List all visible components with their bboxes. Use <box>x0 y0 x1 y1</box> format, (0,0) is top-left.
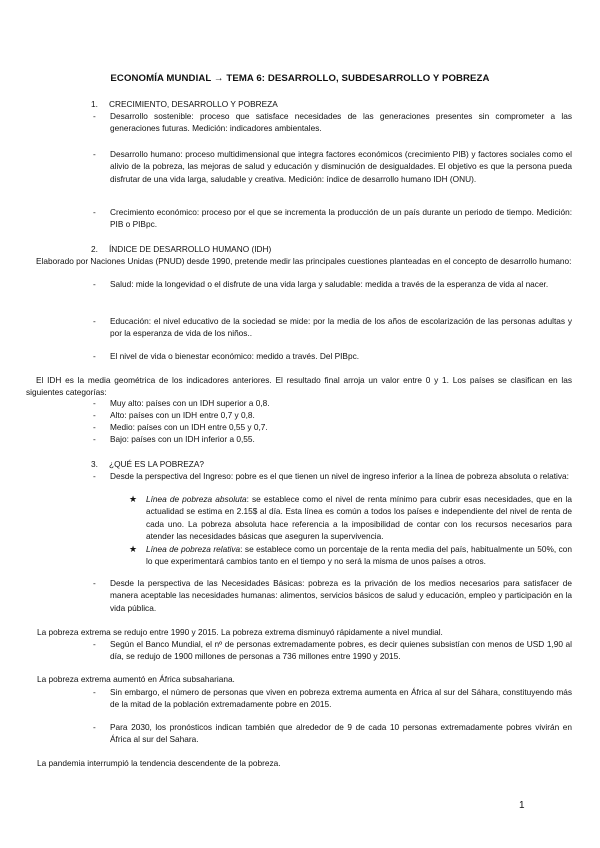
star-icon: ★ <box>129 494 138 504</box>
list-item: Para 2030, los pronósticos indican también que alrededor de 9 de cada 10 personas extremadamente pobres vivirán en África al sur del Sahara. <box>110 722 572 745</box>
bullet-dash: - <box>93 316 96 326</box>
list-item: Desarrollo sostenible: proceso que satisface necesidades de las generaciones presentes sin comprometer a las generaciones futuras. Medición: indicadores ambientales. <box>110 111 572 134</box>
page-title: ECONOMÍA MUNDIAL → TEMA 6: DESARROLLO, SUBDESARROLLO Y POBREZA <box>110 73 490 84</box>
bullet-dash: - <box>93 471 96 481</box>
bullet-dash: - <box>93 578 96 588</box>
definition: : se establece como un porcentaje de la renta media del país, habitualmente un 50%, con lo que experimentará cambios tanto en el tiempo y no será la misma de unos países a otros. <box>146 544 573 567</box>
section-number: 2. <box>91 244 98 254</box>
list-item: Salud: mide la longevidad o el disfrute de una vida larga y saludable: medida a través de la esperanza de vida al nacer. <box>110 279 549 289</box>
list-item: Bajo: países con un IDH inferior a 0,55. <box>110 434 255 444</box>
section-title: ¿QUÉ ES LA POBREZA? <box>109 459 204 469</box>
section-2-heading <box>91 243 271 255</box>
list-item: Según el Banco Mundial, el nº de personas extremadamente pobres, es decir quienes subsistían con menos de USD 1,90 al día, se redujo de 1900 millones de personas a 736 millones entre 1990 y 2015. <box>110 639 572 662</box>
paragraph: Elaborado por Naciones Unidas (PNUD) desde 1990, pretende medir las principales cuestiones planteadas en el concepto de desarrollo humano: <box>36 256 572 266</box>
bullet-dash: - <box>93 207 96 217</box>
section-title: CRECIMIENTO, DESARROLLO Y POBREZA <box>109 99 278 109</box>
bullet-dash: - <box>93 639 96 649</box>
bullet-dash: - <box>93 422 96 432</box>
page-number: 1 <box>519 800 525 811</box>
list-item: Sin embargo, el número de personas que viven en pobreza extrema aumenta en África al sur del Sáhara, constituyendo más de la mitad de la población extremadamente pobre en 2015. <box>110 687 572 710</box>
list-item: Educación: el nivel educativo de la sociedad se mide: por la media de los años de escolarización de las personas adultas y por la esperanza de vida de los niños.. <box>110 316 572 339</box>
list-item: Desde la perspectiva de las Necesidades Básicas: pobreza es la privación de los medios necesarios para satisfacer de manera aceptable las necesidades humanas: alimentos, servicios básicos de salud y educación, empleo y participación en la vida pública. <box>110 578 572 613</box>
list-item: Medio: países con un IDH entre 0,55 y 0,7. <box>110 422 268 432</box>
bullet-dash: - <box>93 687 96 697</box>
section-1-heading <box>91 98 278 110</box>
section-number: 3. <box>91 459 98 469</box>
section-number: 1. <box>91 99 98 109</box>
paragraph: El IDH es la media geométrica de los indicadores anteriores. El resultado final arroja un valor entre 0 y 1. Los países se clasifican en las siguientes categorías: <box>26 375 572 398</box>
bullet-dash: - <box>93 722 96 732</box>
paragraph: La pandemia interrumpió la tendencia descendente de la pobreza. <box>37 758 281 768</box>
list-item: Alto: países con un IDH entre 0,7 y 0,8. <box>110 410 255 420</box>
bullet-dash: - <box>93 111 96 121</box>
sub-list-item <box>146 543 572 568</box>
bullet-dash: - <box>93 149 96 159</box>
section-3-heading <box>91 458 204 470</box>
bullet-dash: - <box>93 279 96 289</box>
list-item: Desarrollo humano: proceso multidimensional que integra factores económicos (crecimiento PIB) y factores sociales como el alivio de la pobreza, las mejoras de salud y educación y disminución de desigualdades. El objetivo es que la persona pueda disfrutar de una vida larga, saludable y creativa. Medición: índice de desarrollo humano IDH (ONU). <box>110 149 572 184</box>
term: Línea de pobreza relativa <box>146 544 241 554</box>
list-item: El nivel de vida o bienestar económico: medido a través. Del PIBpc. <box>110 351 360 361</box>
list-item: Crecimiento económico: proceso por el que se incrementa la producción de un país durante un periodo de tiempo. Medición: PIB o PIBpc. <box>110 207 572 230</box>
definition: : se establece como el nivel de renta mínimo para cubrir esas necesidades, que en la actualidad se estima en 2.15$ al día. Esta línea es común a todos los países e independiente del nivel de renta de cada uno. La pobreza absoluta hace referencia a la imposibilidad de contar con los recursos necesarios para atender las necesidades básicas que aseguren la supervivencia. <box>146 494 572 542</box>
star-icon: ★ <box>129 544 138 554</box>
paragraph: La pobreza extrema se redujo entre 1990 y 2015. La pobreza extrema disminuyó rápidamente a nivel mundial. <box>37 627 443 637</box>
section-title: ÍNDICE DE DESARROLLO HUMANO (IDH) <box>109 244 272 254</box>
bullet-dash: - <box>93 410 96 420</box>
paragraph: La pobreza extrema aumentó en África subsahariana. <box>37 674 235 684</box>
bullet-dash: - <box>93 398 96 408</box>
sub-list-item <box>146 493 572 543</box>
bullet-dash: - <box>93 351 96 361</box>
bullet-dash: - <box>93 434 96 444</box>
list-item: Desde la perspectiva del Ingreso: pobre es el que tienen un nivel de ingreso inferior a la línea de pobreza absoluta o relativa: <box>110 471 569 481</box>
term: Línea de pobreza absoluta <box>146 494 247 504</box>
list-item: Muy alto: países con un IDH superior a 0,8. <box>110 398 270 408</box>
